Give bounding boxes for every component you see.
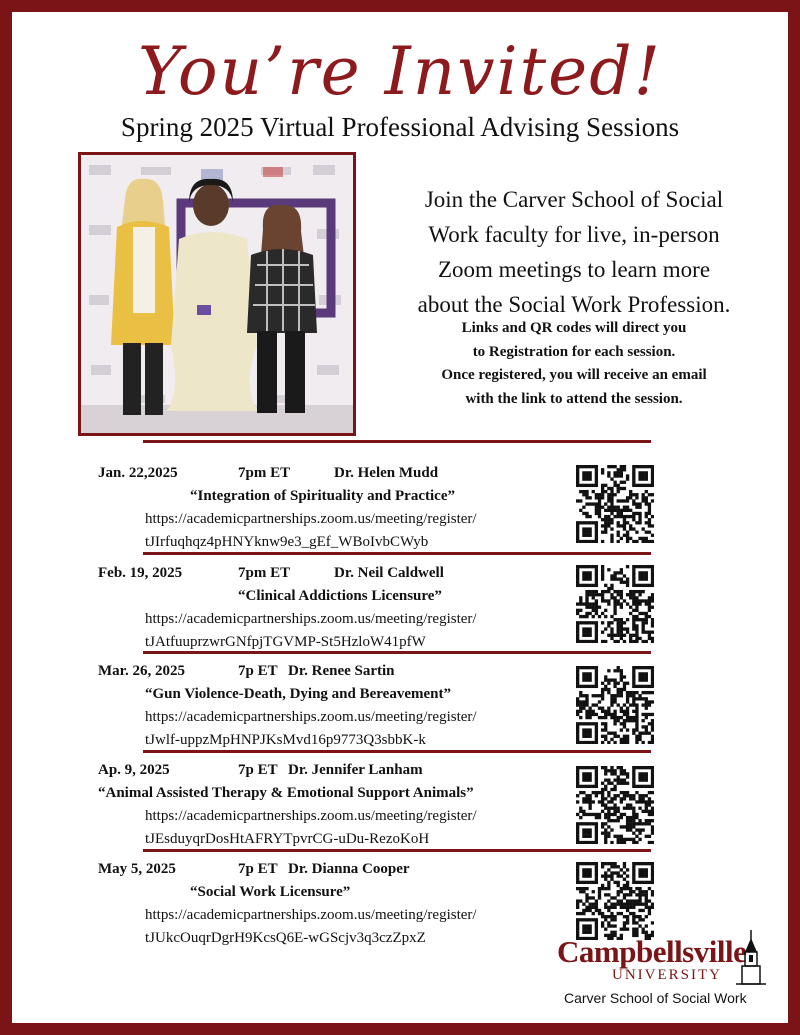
event-topic: “Clinical Addictions Licensure” <box>238 588 442 604</box>
qr-code-icon[interactable] <box>576 862 654 940</box>
page-title: You’re Invited! <box>138 33 662 110</box>
intro-text <box>374 182 774 322</box>
intro-line: Work faculty for live, in-person <box>428 222 720 247</box>
event-link[interactable]: tJEsduyqrDosHtAFRYTpvrCG-uDu-RezoKoH <box>145 831 430 847</box>
qr-code-pattern <box>576 862 654 940</box>
event-time: 7p ET <box>238 861 278 877</box>
registration-note <box>384 317 764 411</box>
event-presenter: Dr. Helen Mudd <box>334 465 439 481</box>
qr-code-pattern <box>576 565 654 643</box>
event-date: Jan. 22,2025 <box>98 465 178 481</box>
event-date: Mar. 26, 2025 <box>98 663 185 679</box>
event-time: 7p ET <box>238 663 278 679</box>
qr-code-pattern <box>576 465 654 543</box>
event-time: 7pm ET <box>238 565 291 581</box>
divider <box>143 440 651 443</box>
logo-university: UNIVERSITY <box>612 967 722 983</box>
event-topic: “Integration of Spirituality and Practice” <box>190 488 455 504</box>
event-presenter: Dr. Renee Sartin <box>288 663 395 679</box>
event-link[interactable]: https://academicpartnerships.zoom.us/meeting/register/ <box>145 709 477 725</box>
flyer-page <box>12 12 788 1023</box>
event-presenter: Dr. Neil Caldwell <box>334 565 444 581</box>
event-time: 7pm ET <box>238 465 291 481</box>
page-subtitle: Spring 2025 Virtual Professional Advising Sessions <box>120 112 680 142</box>
event-link[interactable]: tJIrfuqhqz4pHNYknw9e3_gEf_WBoIvbCWyb <box>145 534 429 550</box>
note-line: Links and QR codes will direct you <box>461 320 687 336</box>
note-line: to Registration for each session. <box>472 343 676 360</box>
event-topic: “Social Work Licensure” <box>190 884 351 900</box>
event-link[interactable]: tJwlf-uppzMpHNPJKsMvd16p9773Q3sbbK-k <box>145 732 426 748</box>
logo-name: Campbellsville <box>557 934 747 969</box>
qr-code-pattern <box>576 766 654 844</box>
divider <box>143 552 651 555</box>
intro-line: Join the Carver School of Social <box>424 187 724 212</box>
event-presenter: Dr. Jennifer Lanham <box>288 762 423 778</box>
event-link[interactable]: tJAtfuuprzwrGNfpjTGVMP-St5HzloW41pfW <box>145 634 426 650</box>
event-presenter: Dr. Dianna Cooper <box>288 861 410 877</box>
event-link[interactable]: https://academicpartnerships.zoom.us/meeting/register/ <box>145 611 477 627</box>
qr-code-pattern <box>576 666 654 744</box>
intro-line: about the Social Work Profession. <box>417 292 731 317</box>
event-date: May 5, 2025 <box>98 861 176 877</box>
bell-tower-icon <box>736 930 766 986</box>
event-date: Feb. 19, 2025 <box>98 565 183 581</box>
note-line: with the link to attend the session. <box>465 390 683 407</box>
qr-code-icon[interactable] <box>576 565 654 643</box>
group-photo-image <box>81 155 353 433</box>
event-topic: “Gun Violence-Death, Dying and Bereavement” <box>145 686 451 702</box>
group-photo <box>78 152 356 436</box>
qr-code-icon[interactable] <box>576 465 654 543</box>
event-time: 7p ET <box>238 762 278 778</box>
note-line: Once registered, you will receive an email <box>441 367 707 383</box>
qr-code-icon[interactable] <box>576 666 654 744</box>
event-date: Ap. 9, 2025 <box>98 762 170 778</box>
intro-line: Zoom meetings to learn more <box>437 257 711 282</box>
logo-school: Carver School of Social Work <box>564 990 747 1006</box>
event-link[interactable]: tJUkcOuqrDgrH9KcsQ6E-wGScjv3q3czZpxZ <box>145 930 426 946</box>
event-topic: “Animal Assisted Therapy & Emotional Support Animals” <box>98 785 474 801</box>
divider <box>143 750 651 753</box>
divider <box>143 849 651 852</box>
university-logo <box>552 930 784 1020</box>
event-link[interactable]: https://academicpartnerships.zoom.us/meeting/register/ <box>145 511 477 527</box>
qr-code-icon[interactable] <box>576 766 654 844</box>
event-link[interactable]: https://academicpartnerships.zoom.us/meeting/register/ <box>145 808 477 824</box>
event-link[interactable]: https://academicpartnerships.zoom.us/meeting/register/ <box>145 907 477 923</box>
